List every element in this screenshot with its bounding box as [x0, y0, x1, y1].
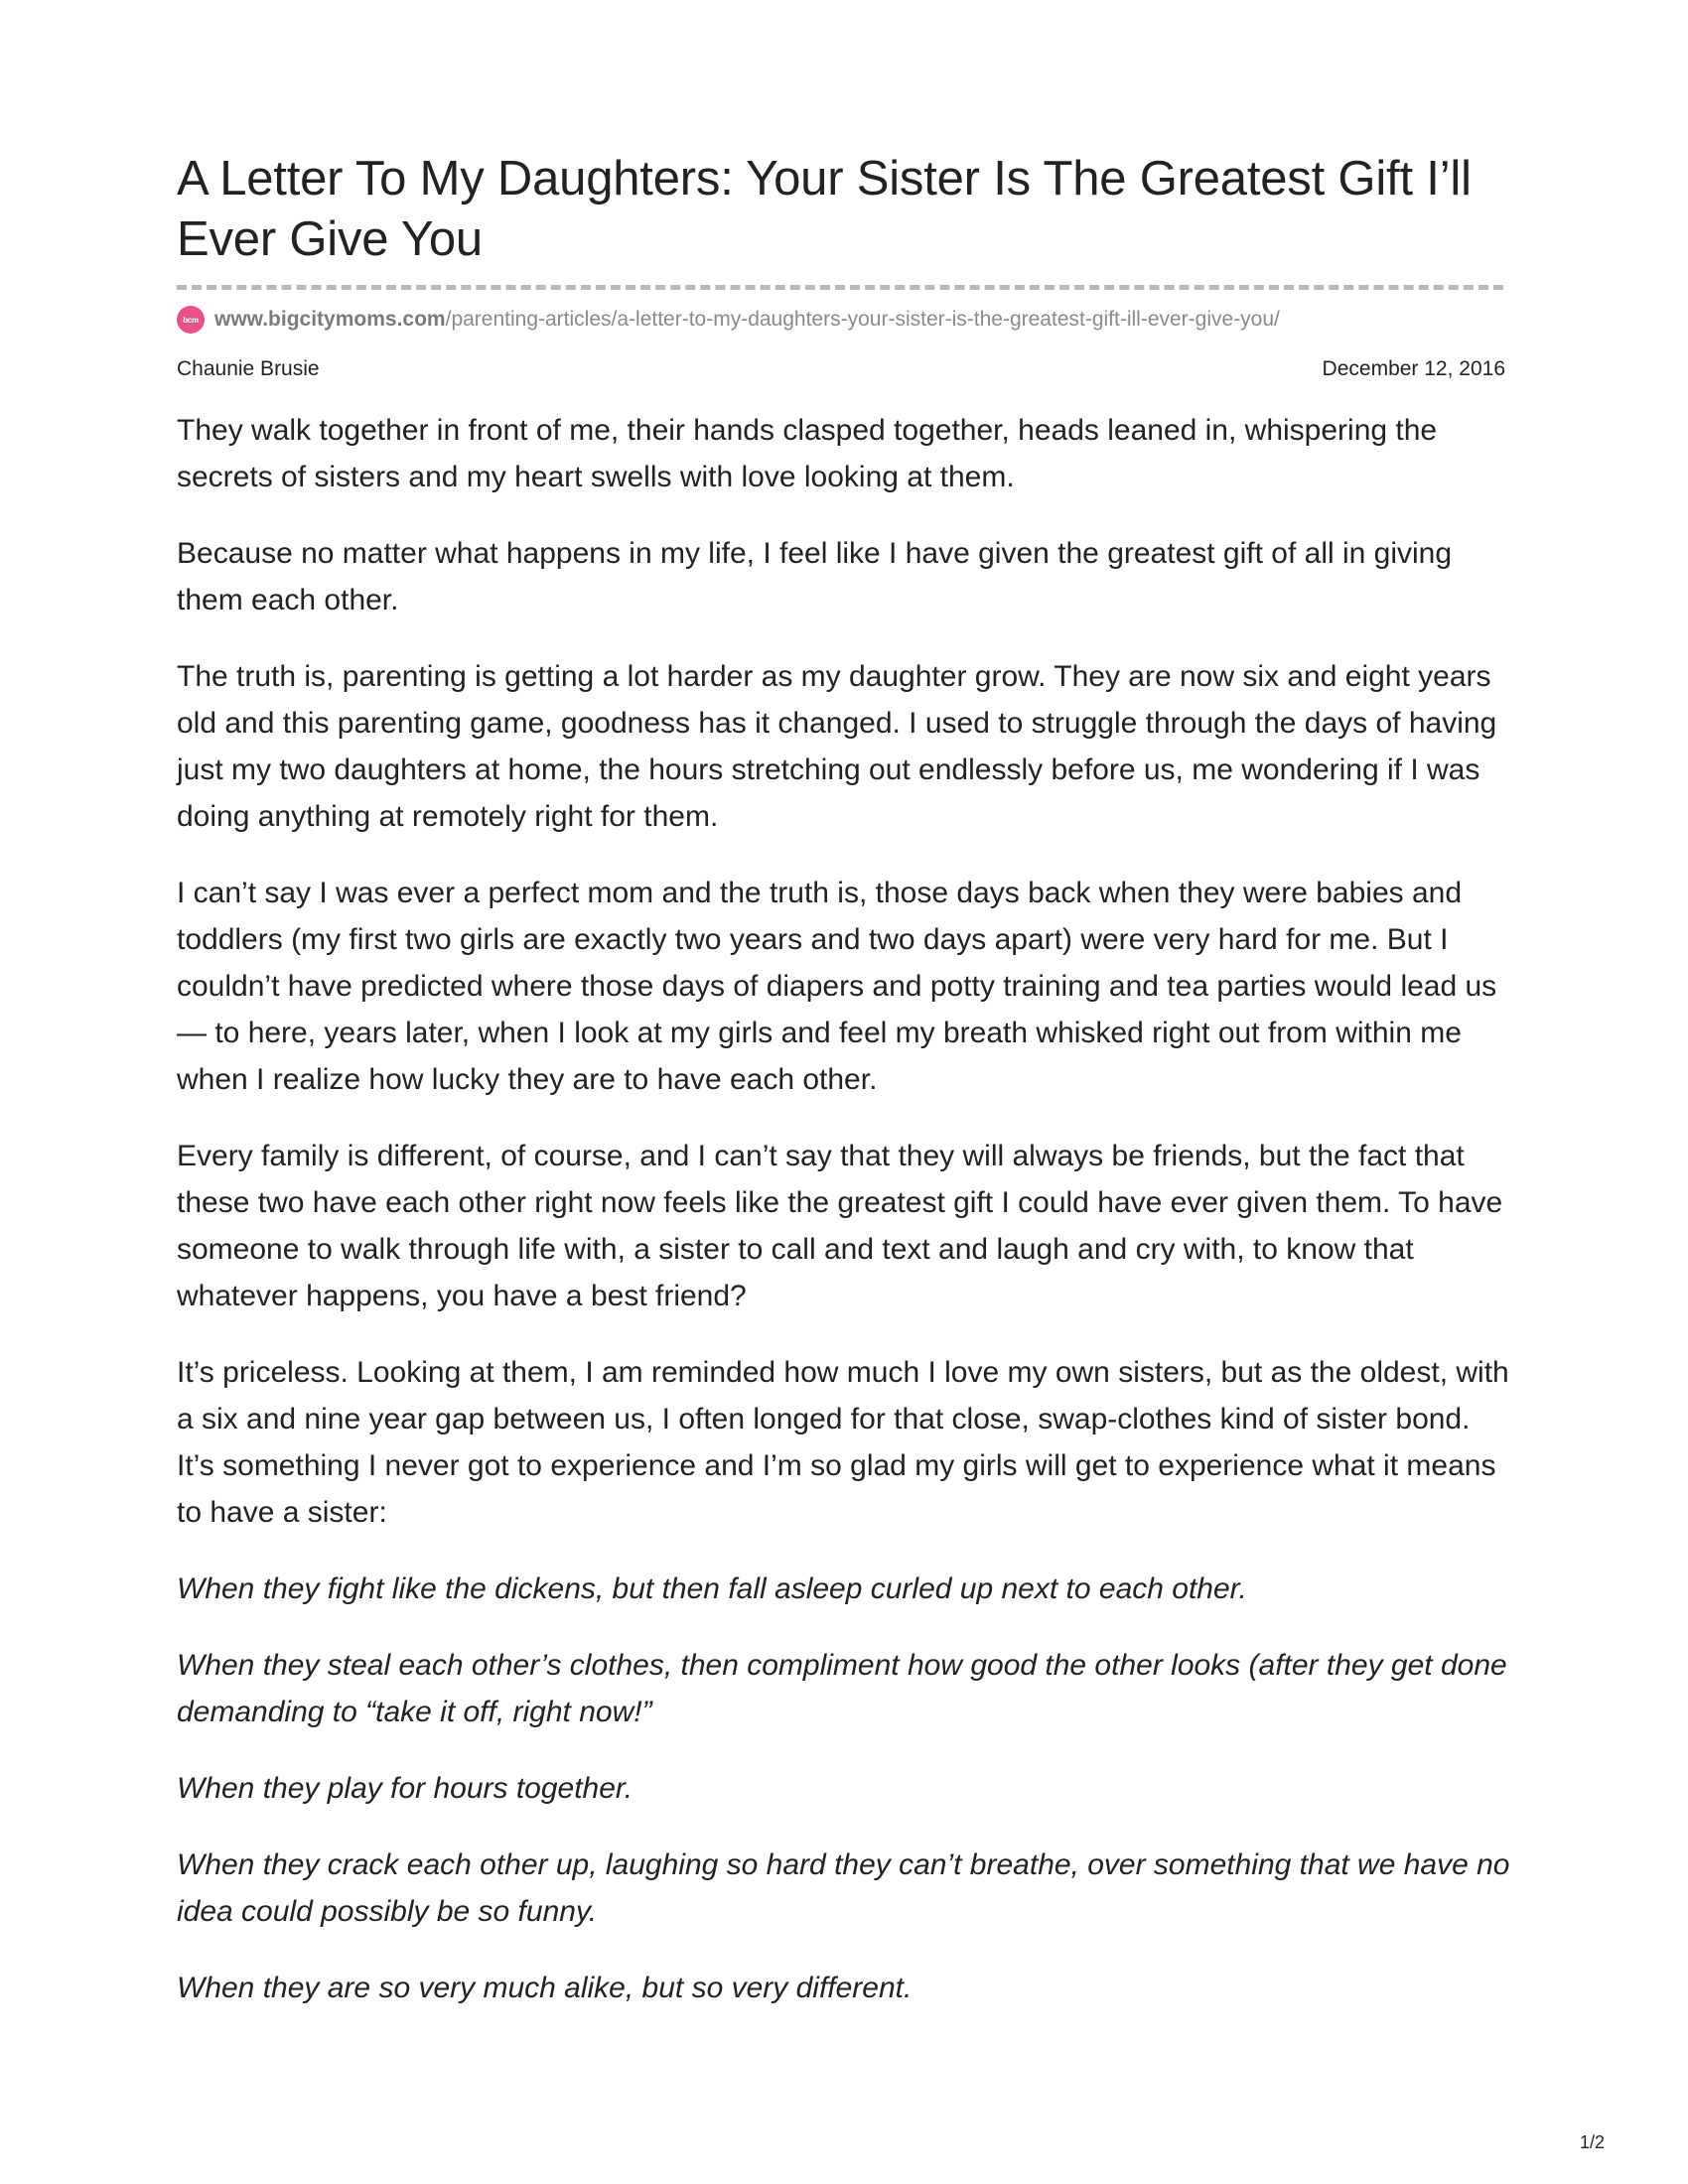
paragraph: It’s priceless. Looking at them, I am reminded how much I love my own sisters, but as the oldest, with a six and nine year gap between us, I often longed for that close, swap-clothes kind of sister bond. It’s something I never got to experience and I’m so glad my girls will get to experience what it means to have a sister: — [177, 1356, 1509, 1529]
source-path: /parenting-articles/a-letter-to-my-daughters-your-sister-is-the-greatest-gift-ill-ever-give-you/ — [445, 308, 1280, 331]
paragraph: The truth is, parenting is getting a lot harder as my daughter grow. They are now six and eight years old and this parenting game, goodness has it changed. I used to struggle through the days of having just my two daughters at home, the hours stretching out endlessly before us, me wondering if I was doing anything at remotely right for them. — [177, 660, 1497, 833]
paragraph: I can’t say I was ever a perfect mom and the truth is, those days back when they were babies and toddlers (my first two girls are exactly two years and two days apart) were very hard for me. But I couldn’t have predicted where those days of diapers and potty training and tea parties would lead us — to here, years later, when I look at my girls and feel my breath whisked right out from within me when I realize how lucky they are to have each other. — [177, 877, 1497, 1096]
publish-date: December 12, 2016 — [1322, 357, 1505, 380]
article — [177, 149, 1512, 2041]
title-divider — [177, 285, 1503, 290]
italic-paragraph: When they play for hours together. — [177, 1772, 633, 1805]
paragraph: Because no matter what happens in my life, I feel like I have given the greatest gift of all in giving them each other. — [177, 537, 1453, 616]
site-logo-icon — [177, 306, 205, 334]
source-url[interactable] — [214, 308, 1280, 332]
paragraph: Every family is different, of course, and I can’t say that they will always be friends, but the fact that these two have each other right now feels like the greatest gift I could have ever given them. To have someone to walk through life with, a sister to call and text and laugh and cry with, to know that whatever happens, you have a best friend? — [177, 1140, 1503, 1312]
article-body — [177, 407, 1512, 2011]
source-link[interactable] — [177, 302, 1512, 338]
italic-paragraph: When they are so very much alike, but so very different. — [177, 1972, 913, 2004]
italic-paragraph: When they crack each other up, laughing so hard they can’t breathe, over something that we have no idea could possibly be so funny. — [177, 1848, 1510, 1928]
site-logo-text: bcm — [183, 315, 199, 325]
paragraph: They walk together in front of me, their hands clasped together, heads leaned in, whispering the secrets of sisters and my heart swells with love looking at them. — [177, 414, 1438, 493]
italic-paragraph: When they fight like the dickens, but then fall asleep curled up next to each other. — [177, 1572, 1247, 1605]
source-domain: www.bigcitymoms.com — [214, 308, 446, 331]
author-name: Chaunie Brusie — [177, 357, 320, 380]
article-meta — [177, 357, 1505, 381]
article-title: A Letter To My Daughters: Your Sister Is The Greatest Gift I’ll Ever Give You — [177, 152, 1472, 266]
italic-paragraph: When they steal each other’s clothes, then compliment how good the other looks (after they get done demanding to “take it off, right now!” — [177, 1649, 1507, 1728]
page-number: 1/2 — [1579, 2132, 1605, 2152]
